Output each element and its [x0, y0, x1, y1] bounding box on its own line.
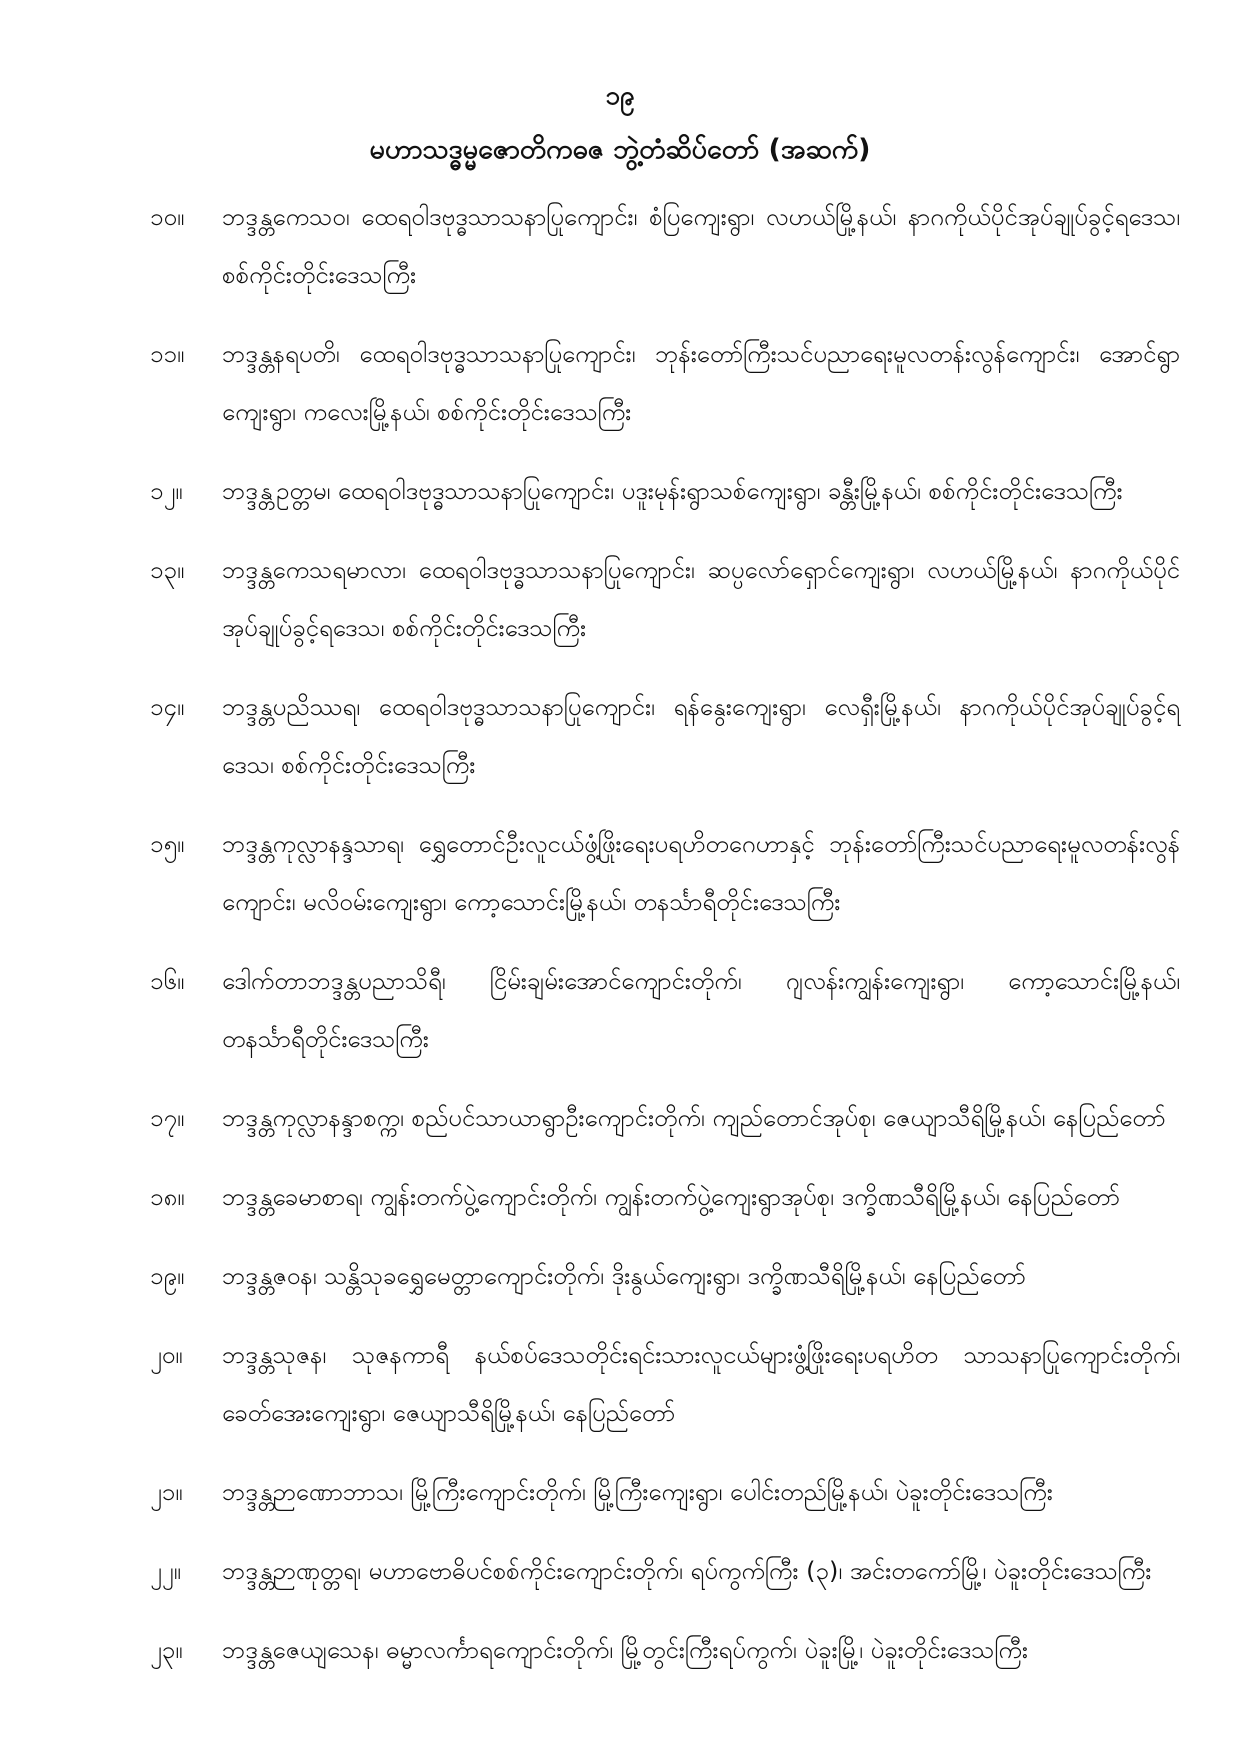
list-item	[150, 815, 1180, 931]
list-item-number: ၁၁။	[150, 340, 185, 368]
list-item-number: ၂၂။	[150, 1557, 181, 1585]
list-item	[150, 1247, 1180, 1305]
list-item-text: ဘဒ္ဒန္တနရပတိ၊ ထေရဝါဒဗုဒ္ဓသာသနာပြုကျောင်း၊ ဘုန်းတော်ကြီးသင်ပညာရေးမူလတန်းလွန်ကျောင်း၊ အောင်ရွာကျေးရွာ၊ ကလေးမြို့နယ်၊ စစ်ကိုင်းတိုင်းဒေသကြီး	[222, 340, 1180, 426]
list-item	[150, 541, 1180, 657]
list-item	[150, 1621, 1180, 1679]
page-number: ၁၉	[605, 81, 635, 111]
list-item	[150, 1542, 1180, 1600]
list-item-text: ဒေါက်တာဘဒ္ဒန္တပညာသိရီ၊ ငြိမ်းချမ်းအောင်ကျောင်းတိုက်၊ ဂျလန်းကျွန်းကျေးရွာ၊ ကော့သောင်းမြို့နယ်၊ တနင်္သာရီတိုင်းဒေသကြီး	[222, 967, 1180, 1053]
list-item-number: ၂၁။	[150, 1478, 183, 1506]
list-item-text: ဘဒ္ဒန္တဇဝန၊ သန္တိသုခရွှေမေတ္တာကျောင်းတိုက်၊ ဒိုးနွယ်ကျေးရွာ၊ ဒက္ခိဏသီရိမြို့နယ်၊ နေပြည်တော်	[222, 1262, 1026, 1290]
list-item	[150, 1463, 1180, 1521]
list-item-number: ၁၃။	[150, 556, 185, 584]
page-title: မဟာသဒ္ဓမ္မဇောတိကဓဇ ဘွဲ့တံဆိပ်တော် (အဆက်)	[369, 134, 871, 165]
list-item-number: ၁၉။	[150, 1262, 185, 1290]
list-item	[150, 188, 1180, 304]
list-item	[150, 1326, 1180, 1442]
list-item-text: ဘဒ္ဒန္တသုဇန၊ သုဇနကာရီ နယ်စပ်ဒေသတိုင်းရင်းသားလူငယ်များဖွံ့ဖြိုးရေးပရဟိတ သာသနာပြုကျောင်းတိုက်၊ ခေတ်အေးကျေးရွာ၊ ဇေယျာသီရိမြို့နယ်၊ နေပြည်တော်	[222, 1341, 1180, 1427]
list-item	[150, 1089, 1180, 1147]
list-item-number: ၁၈။	[150, 1183, 185, 1211]
list-item-number: ၂၀။	[150, 1341, 183, 1369]
list-item-text: ဘဒ္ဒန္တဉာဏောဘာသ၊ မြို့ကြီးကျောင်းတိုက်၊ မြို့ကြီးကျေးရွာ၊ ပေါင်းတည်မြို့နယ်၊ ပဲခူးတိုင်းဒေသကြီး	[222, 1478, 1053, 1506]
list-item-text: ဘဒ္ဒန္တကေသဝ၊ ထေရဝါဒဗုဒ္ဓသာသနာပြုကျောင်း၊ စံပြကျေးရွာ၊ လဟယ်မြို့နယ်၊ နာဂကိုယ်ပိုင်အုပ်ချုပ်ခွင့်ရဒေသ၊ စစ်ကိုင်းတိုင်းဒေသကြီး	[222, 203, 1180, 289]
list-item-number: ၁၀။	[150, 203, 185, 231]
list-item	[150, 678, 1180, 794]
list-item-text: ဘဒ္ဒန္တဥတ္တမ၊ ထေရဝါဒဗုဒ္ဓသာသနာပြုကျောင်း၊ ပဒူးမုန်းရွာသစ်ကျေးရွာ၊ ခန္တီးမြို့နယ်၊ စစ်ကိုင်းတိုင်းဒေသကြီး	[222, 477, 1123, 505]
list-item-text: ဘဒ္ဒန္တဉာဏုတ္တရ၊ မဟာဗောဓိပင်စစ်ကိုင်းကျောင်းတိုက်၊ ရပ်ကွက်ကြီး (၃)၊ အင်းတကော်မြို့၊ ပဲခူးတိုင်းဒေသကြီး	[222, 1557, 1152, 1585]
list-item-number: ၁၂။	[150, 477, 183, 505]
list-item-text: ဘဒ္ဒန္တကေသရမာလာ၊ ထေရဝါဒဗုဒ္ဓသာသနာပြုကျောင်း၊ ဆပ္ပလော်ရှောင်ကျေးရွာ၊ လဟယ်မြို့နယ်၊ နာဂကိုယ်ပိုင်အုပ်ချုပ်ခွင့်ရဒေသ၊ စစ်ကိုင်းတိုင်းဒေသကြီး	[222, 556, 1180, 642]
list-item-number: ၁၇။	[150, 1104, 185, 1132]
list-item-text: ဘဒ္ဒန္တကုလ္လာနန္ဒာစက္က၊ စည်ပင်သာယာရွာဦးကျောင်းတိုက်၊ ကျည်တောင်အုပ်စု၊ ဇေယျာသီရိမြို့နယ်၊ နေပြည်တော်	[222, 1104, 1166, 1132]
entry-list	[150, 188, 1180, 1700]
list-item-text: ဘဒ္ဒန္တဇေယျသေန၊ ဓမ္မာလင်္ကာရကျောင်းတိုက်၊ မြို့တွင်းကြီးရပ်ကွက်၊ ပဲခူးမြို့၊ ပဲခူးတိုင်းဒေသကြီး	[222, 1636, 1028, 1664]
list-item	[150, 462, 1180, 520]
list-item-number: ၁၆။	[150, 967, 185, 995]
list-item-text: ဘဒ္ဒန္တခေမာစာရ၊ ကျွန်းတက်ပွဲ့ကျောင်းတိုက်၊ ကျွန်းတက်ပွဲ့ကျေးရွာအုပ်စု၊ ဒက္ခိဏသီရိမြို့နယ်၊ နေပြည်တော်	[222, 1183, 1120, 1211]
list-item-number: ၁၅။	[150, 830, 185, 858]
list-item	[150, 1168, 1180, 1226]
list-item-text: ဘဒ္ဒန္တပညိဿရ၊ ထေရဝါဒဗုဒ္ဓသာသနာပြုကျောင်း၊ ရန်နွေးကျေးရွာ၊ လေရှီးမြို့နယ်၊ နာဂကိုယ်ပိုင်အုပ်ချုပ်ခွင့်ရဒေသ၊ စစ်ကိုင်းတိုင်းဒေသကြီး	[222, 693, 1180, 779]
list-item-text: ဘဒ္ဒန္တကုလ္လာနန္ဒသာရ၊ ရွှေတောင်ဦးလူငယ်ဖွံ့ဖြိုးရေးပရဟိတဂေဟာနှင့် ဘုန်းတော်ကြီးသင်ပညာရေးမူလတန်းလွန်ကျောင်း၊ မလိဝမ်းကျေးရွာ၊ ကော့သောင်းမြို့နယ်၊ တနင်္သာရီတိုင်းဒေသကြီး	[222, 830, 1180, 916]
list-item	[150, 952, 1180, 1068]
list-item	[150, 325, 1180, 441]
list-item-number: ၂၃။	[150, 1636, 183, 1664]
list-item-number: ၁၄။	[150, 693, 185, 721]
